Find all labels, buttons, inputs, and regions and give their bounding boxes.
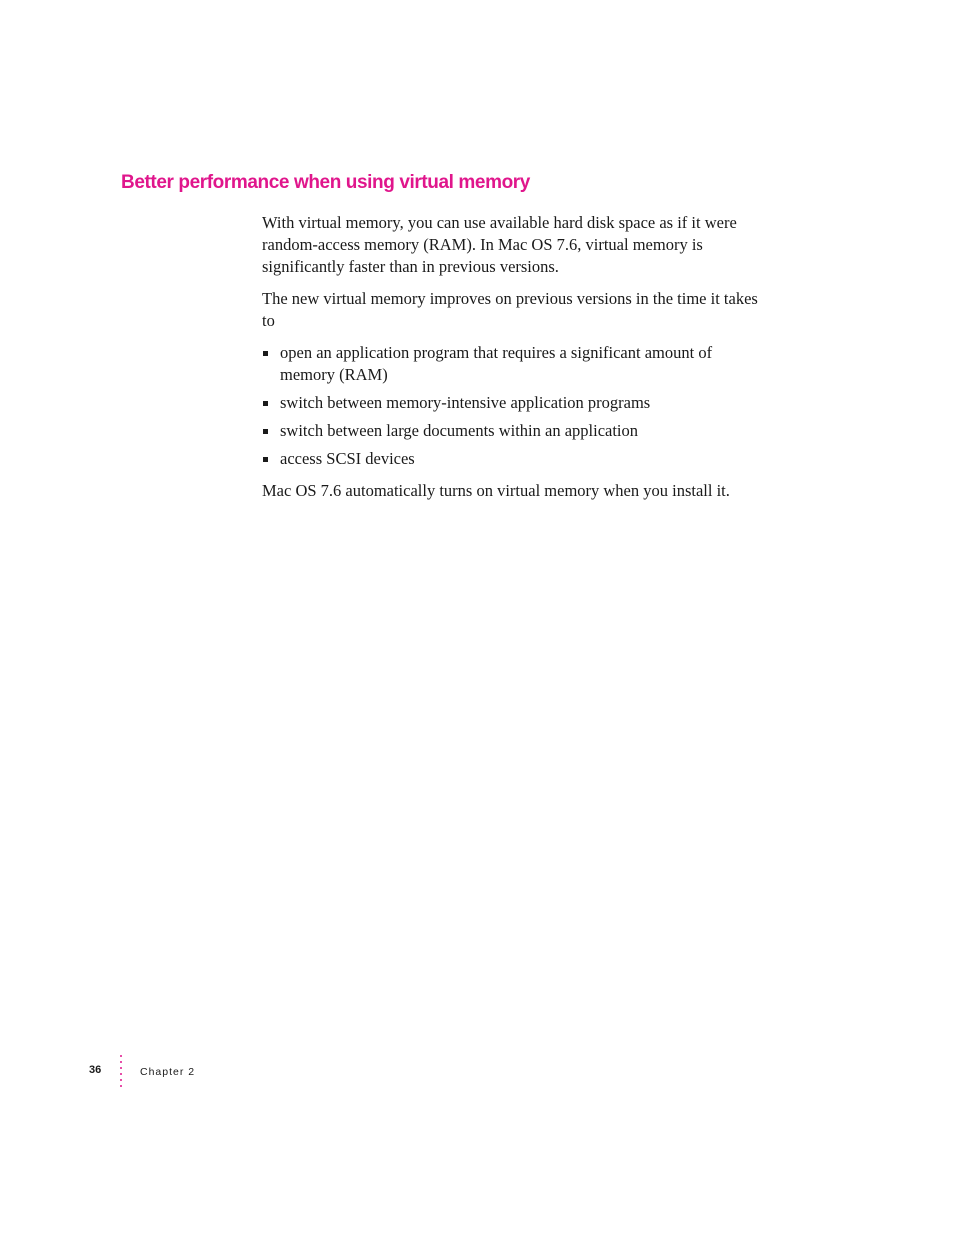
square-bullet-icon: [263, 457, 268, 462]
dotted-rule: [120, 1055, 124, 1095]
list-item-text: switch between memory-intensive application programs: [280, 393, 651, 412]
section-body: [262, 212, 767, 512]
list-item: [262, 420, 767, 442]
square-bullet-icon: [263, 401, 268, 406]
section-heading: Better performance when using virtual memory: [121, 172, 530, 193]
list-item-text: switch between large documents within an application: [280, 421, 639, 440]
bullet-list: [262, 342, 767, 470]
chapter-label: Chapter 2: [140, 1066, 196, 1078]
intro-paragraph: With virtual memory, you can use available hard disk space as if it were random-access memory (RAM). In Mac OS 7.6, virtual memory is significantly faster than in previous versions.: [262, 213, 737, 276]
list-item: [262, 392, 767, 414]
closing-paragraph: Mac OS 7.6 automatically turns on virtual memory when you install it.: [262, 481, 730, 500]
square-bullet-icon: [263, 429, 268, 434]
square-bullet-icon: [263, 351, 268, 356]
list-item: [262, 448, 767, 470]
page-number: 36: [89, 1064, 102, 1076]
list-item-text: open an application program that requires a significant amount of memory (RAM): [280, 343, 713, 384]
lead-in-paragraph: The new virtual memory improves on previous versions in the time it takes to: [262, 289, 758, 330]
list-item: [262, 342, 767, 386]
list-item-text: access SCSI devices: [280, 449, 415, 468]
